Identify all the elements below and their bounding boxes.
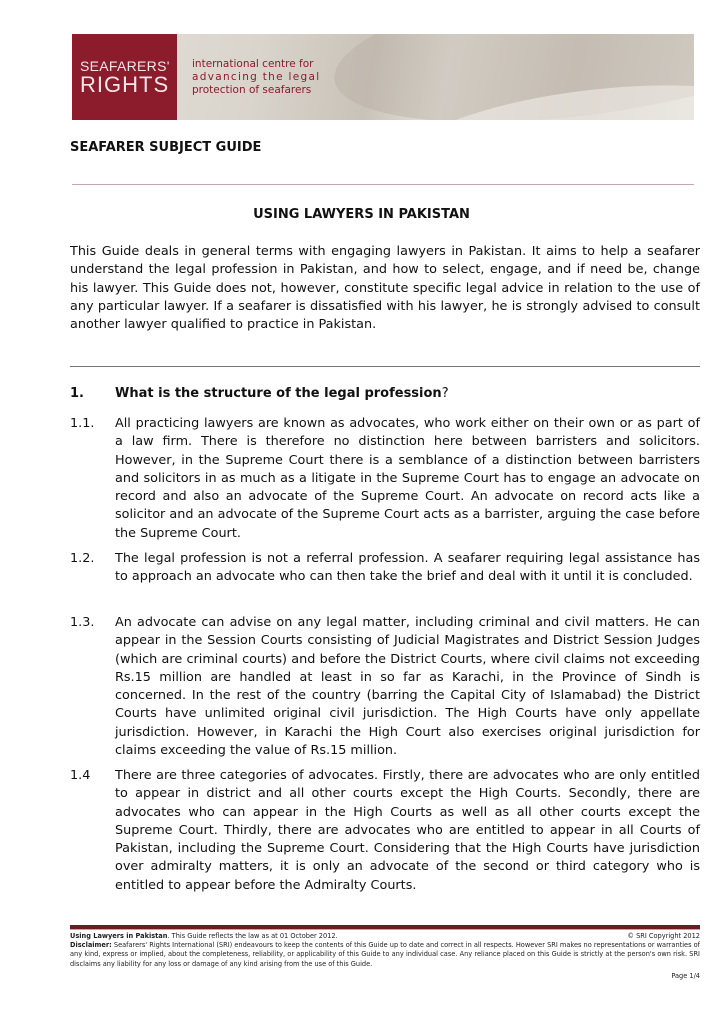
section-number: 1. — [70, 386, 84, 401]
paragraph-text: An advocate can advise on any legal matter, including criminal and civil matters. He can appear in the Session Courts consisting of Judicial Magistrates and District Session Judges (which are criminal courts) and before the District Courts, where civil claims not exceeding Rs.15 million are handled at least in so far as Karachi, in the Province of Sindh is concerned. In the rest of the country (barring the Capital City of Islamabad) the District Courts have unlimited original civil jurisdiction. The High Courts have only appellate jurisdiction. However, in Karachi the High Court also exercises original jurisdiction for claims exceeding the value of Rs.15 million. — [115, 615, 700, 759]
paragraph-1-4 — [70, 767, 700, 895]
section-title-bold: What is the structure of the legal profession — [115, 386, 442, 401]
footer-guide-title: Using Lawyers in Pakistan — [70, 932, 168, 940]
header-banner — [72, 34, 694, 120]
disclaimer-text: Seafarers' Rights International (SRI) endeavours to keep the contents of this Guide up to date and correct in all respects. However SRI makes no representations or warranties of any kind, express or implied, about the completeness, reliability, or applicability of this Guide to any individual case. Any reliance placed on this Guide is strictly at the person's own risk. SRI disclaims any liability for any loss or damage of any kind arising from the use of this Guide. — [70, 941, 700, 968]
logo-line2: RIGHTS — [80, 71, 170, 97]
footer-divider — [70, 929, 700, 930]
footer-guide-note-text: . This Guide reflects the law as at 01 October 2012. — [167, 932, 338, 940]
paragraph-text: The legal profession is not a referral profession. A seafarer requiring legal assistance has to approach an advocate who can then take the brief and deal with it until it is concluded. — [115, 551, 700, 585]
paragraph-1-1 — [70, 415, 700, 543]
divider — [70, 366, 700, 367]
paragraph-text: There are three categories of advocates. Firstly, there are advocates who are only entitled to appear in district and all other courts except the High Courts. Secondly, there are advocates who can appear in the High Courts as well as all other courts except the Supreme Court. Thirdly, there are advocates who are entitled to appear in all Courts of Pakistan, including the Supreme Court. Considering that the High Courts have jurisdiction over admiralty matters, it is only an advocate of the second or third category who is entitled to appear before the Admiralty Courts. — [115, 768, 700, 893]
subject-guide-label: SEAFARER SUBJECT GUIDE — [70, 140, 262, 155]
intro-paragraph: This Guide deals in general terms with engaging lawyers in Pakistan. It aims to help a seafarer understand the legal profession in Pakistan, and how to select, engage, and if need be, change his lawyer. This Guide does not, however, constitute specific legal advice in relation to the use of any particular lawyer. If a seafarer is dissatisfied with his lawyer, he is strongly advised to consult another lawyer qualified to practice in Pakistan. — [70, 244, 700, 333]
paragraph-number: 1.4 — [70, 768, 91, 783]
disclaimer-label: Disclaimer: — [70, 941, 112, 950]
footer-copyright: © SRI Copyright 2012 — [627, 932, 700, 940]
paragraph-number: 1.1. — [70, 416, 95, 431]
page-number: Page 1/4 — [671, 971, 700, 980]
paragraph-number: 1.2. — [70, 551, 95, 566]
footer — [70, 932, 700, 981]
footer-guide-note — [70, 932, 338, 941]
paragraph-1-3 — [70, 614, 700, 760]
seafarers-rights-logo — [72, 34, 177, 120]
paragraph-text: All practicing lawyers are known as advocates, who work either on their own or as part of a law firm. There is therefore no distinction here between barristers and solicitors. However, in the Supreme Court there is a semblance of a distinction between barristers and solicitors in as much as a litigate in the Supreme Court has to engage an advocate on record and also an advocate of the Supreme Court. An advocate on record acts like a solicitor and an advocate of the Supreme Court acts as a barrister, arguing the case before the Supreme Court. — [115, 416, 700, 541]
logo-tagline — [192, 58, 320, 97]
section-title-suffix: ? — [441, 386, 449, 401]
paragraph-1-2 — [70, 550, 700, 587]
tagline-line: advancing the legal — [192, 71, 321, 83]
footer-disclaimer — [70, 941, 700, 969]
footer-top-row — [70, 932, 700, 941]
divider — [72, 184, 694, 185]
tagline-line: protection of seafarers — [192, 84, 312, 96]
tagline-line: international centre for — [192, 58, 314, 70]
page-title: USING LAWYERS IN PAKISTAN — [253, 207, 470, 222]
logo-line1: SEAFARERS' — [80, 57, 170, 74]
paragraph-number: 1.3. — [70, 615, 95, 630]
section-title — [115, 386, 449, 401]
